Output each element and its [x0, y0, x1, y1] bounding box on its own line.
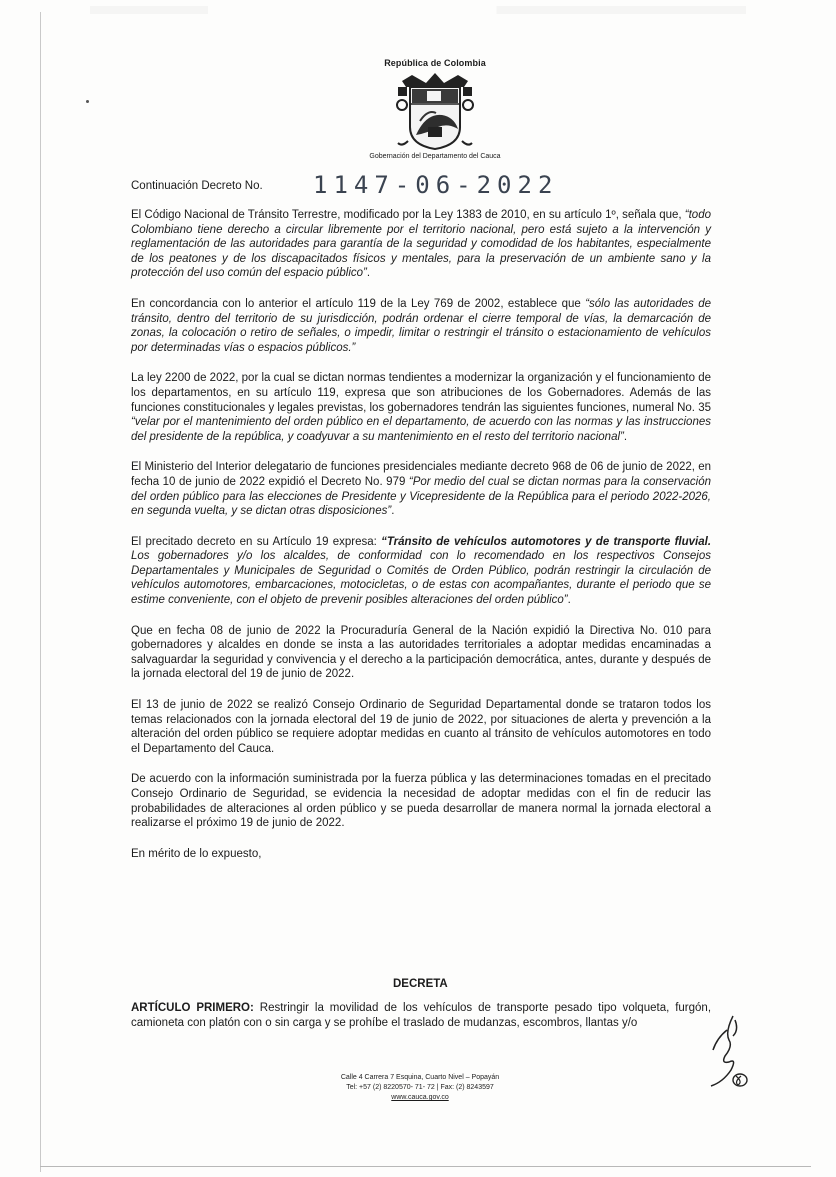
paragraph-segment: De acuerdo con la información suministrada por la fuerza pública y las determinaciones tomadas en el precitado Consejo Ordinario de Seguridad, se evidencia la necesidad de adoptar medidas con el fin de reducir las probabilidades de alteraciones al orden público y se pueda desarrollar de manera normal la jornada electoral a realizarse el próximo 19 de junio de 2022. [131, 773, 711, 830]
decreta-heading: DECRETA [393, 978, 448, 990]
paragraph [131, 297, 711, 355]
scan-speck [86, 100, 89, 103]
paragraph-segment: El Código Nacional de Tránsito Terrestre, modificado por la Ley 1383 de 2010, en su artículo 1º, señala que, [131, 209, 685, 221]
scan-edge-bottom [40, 1166, 811, 1167]
paragraph-segment: “Tránsito de vehículos automotores y de transporte fluvial. [381, 535, 712, 548]
paragraph-segment: . [391, 505, 395, 518]
paragraph-segment: . [366, 267, 371, 280]
republic-title: República de Colombia [384, 58, 486, 68]
paragraph-segment: “sólo las autoridades de tránsito, dentro del territorio de su jurisdicción, podrán ordenar el cierre temporal de vías, la demarcación de zonas, la colocación o retiro de señales, o impedir, limitar o restringir el tránsito o estacionamiento de vehículos por determinadas vías o espacios públicos.” [131, 297, 711, 354]
government-subtitle: Gobernación del Departamento del Cauca [369, 153, 501, 160]
paragraph-segment: En concordancia con lo anterior el artículo 119 de la Ley 769 de 2002, establece que [131, 297, 586, 310]
paragraph-segment: “velar por el mantenimiento del orden público en el departamento, de acuerdo con las normas y las instrucciones del presidente de la república, y coadyuvar a su mantenimiento en el resto del territorio nacional” [131, 416, 711, 443]
bleed-through-text [90, 6, 746, 14]
handwritten-signature [703, 1010, 751, 1092]
article-label: ARTÍCULO PRIMERO: [131, 1002, 254, 1014]
paragraph [131, 698, 711, 756]
decree-number: 1147-06-2022 [313, 171, 559, 199]
letterhead [360, 58, 510, 160]
paragraph [131, 772, 711, 830]
document-body [131, 208, 711, 877]
paragraph-segment: El 13 de junio de 2022 se realizó Consejo Ordinario de Seguridad Departamental donde se trataron todos los temas relacionados con la jornada electoral del 19 de junio de 2022, por situaciones de alerta y prevención a la alteración del orden público se requiere adoptar medidas en cuanto al tránsito de vehículos automotores en todo el Departamento del Cauca. [131, 699, 711, 755]
scan-edge-left [40, 12, 41, 1172]
paragraph [131, 208, 711, 281]
footer [290, 1073, 550, 1103]
paragraph-segment: Que en fecha 08 de junio de 2022 la Procuraduría General de la Nación expidió la Directiva No. 010 para gobernadores y alcaldes en donde se insta a las autoridades territoriales a adoptar medidas encaminadas a salvaguardar la seguridad y convivencia y el derecho a la participación democrática, antes, durante y después de la jornada electoral del 19 de junio de 2022. [131, 624, 711, 681]
footer-address: Calle 4 Carrera 7 Esquina, Cuarto Nivel – Popayán [340, 1074, 500, 1081]
paragraph-segment: El Ministerio del Interior delegatario de funciones presidenciales mediante decreto 968 de 06 de junio de 2022, en fecha 10 de junio de 2022 expidió el Decreto No. 979 [131, 461, 711, 488]
paragraph-segment: . [623, 430, 628, 443]
paragraph-segment: Los gobernadores y/o los alcaldes, de conformidad con lo recomendado en los respectivos Consejos Departamentales y Municipales de Seguridad o Comités de Orden Público, podrán restringir la circulación de vehículos automotores, embarcaciones, motocicletas, o de estas con acompañantes, durante el periodo que se estime conveniente, con el objeto de prevenir posibles alteraciones del orden público” [131, 550, 711, 607]
article-primero [131, 1001, 711, 1030]
paragraph-segment: “Por medio del cual se dictan normas para la conservación del orden público para las elecciones de Presidente y Vicepresidente de la República para el periodo 2022-2026, en segunda vuelta, y se dictan otras disposiciones” [131, 475, 711, 518]
decree-label: Continuación Decreto No. [131, 180, 263, 192]
footer-phones: Tel: +57 (2) 8220570- 71- 72 | Fax: (2) 8243597 [346, 1084, 494, 1091]
paragraph-segment: “todo Colombiano tiene derecho a circular libremente por el territorio nacional, pero está sujeto a la intervención y reglamentación de las autoridades para garantía de la seguridad y comodidad de los habitantes, especialmente de los peatones y de los discapacitados físicos y mentales, para la preservación de un ambiente sano y la protección del uso común del espacio público” [131, 209, 711, 280]
paragraph-segment: El precitado decreto en su Artículo 19 expresa: [131, 535, 382, 548]
paragraph-segment: . [567, 594, 571, 607]
article-text: Restringir la movilidad de los vehículos de transporte pesado tipo volqueta, furgón, camioneta con platón con o sin carga y se prohíbe el traslado de mudanzas, escombros, llantas y/o [131, 1002, 712, 1029]
footer-website-link[interactable]: www.cauca.gov.co [391, 1094, 449, 1101]
paragraph [131, 535, 711, 608]
paragraph-segment: La ley 2200 de 2022, por la cual se dictan normas tendientes a modernizar la organización y el funcionamiento de los departamentos, en su artículo 119, expresa que son atribuciones de los Gobernadores. Además de las funciones constitucionales y legales previstas, los gobernadores tendrán las siguientes funciones, numeral No. 35 [131, 372, 711, 414]
paragraph [131, 624, 711, 682]
paragraph [131, 460, 711, 518]
paragraph [131, 847, 711, 862]
paragraph [131, 371, 711, 444]
coat-of-arms-icon [394, 71, 476, 151]
paragraph-segment: En mérito de lo expuesto, [131, 847, 262, 860]
